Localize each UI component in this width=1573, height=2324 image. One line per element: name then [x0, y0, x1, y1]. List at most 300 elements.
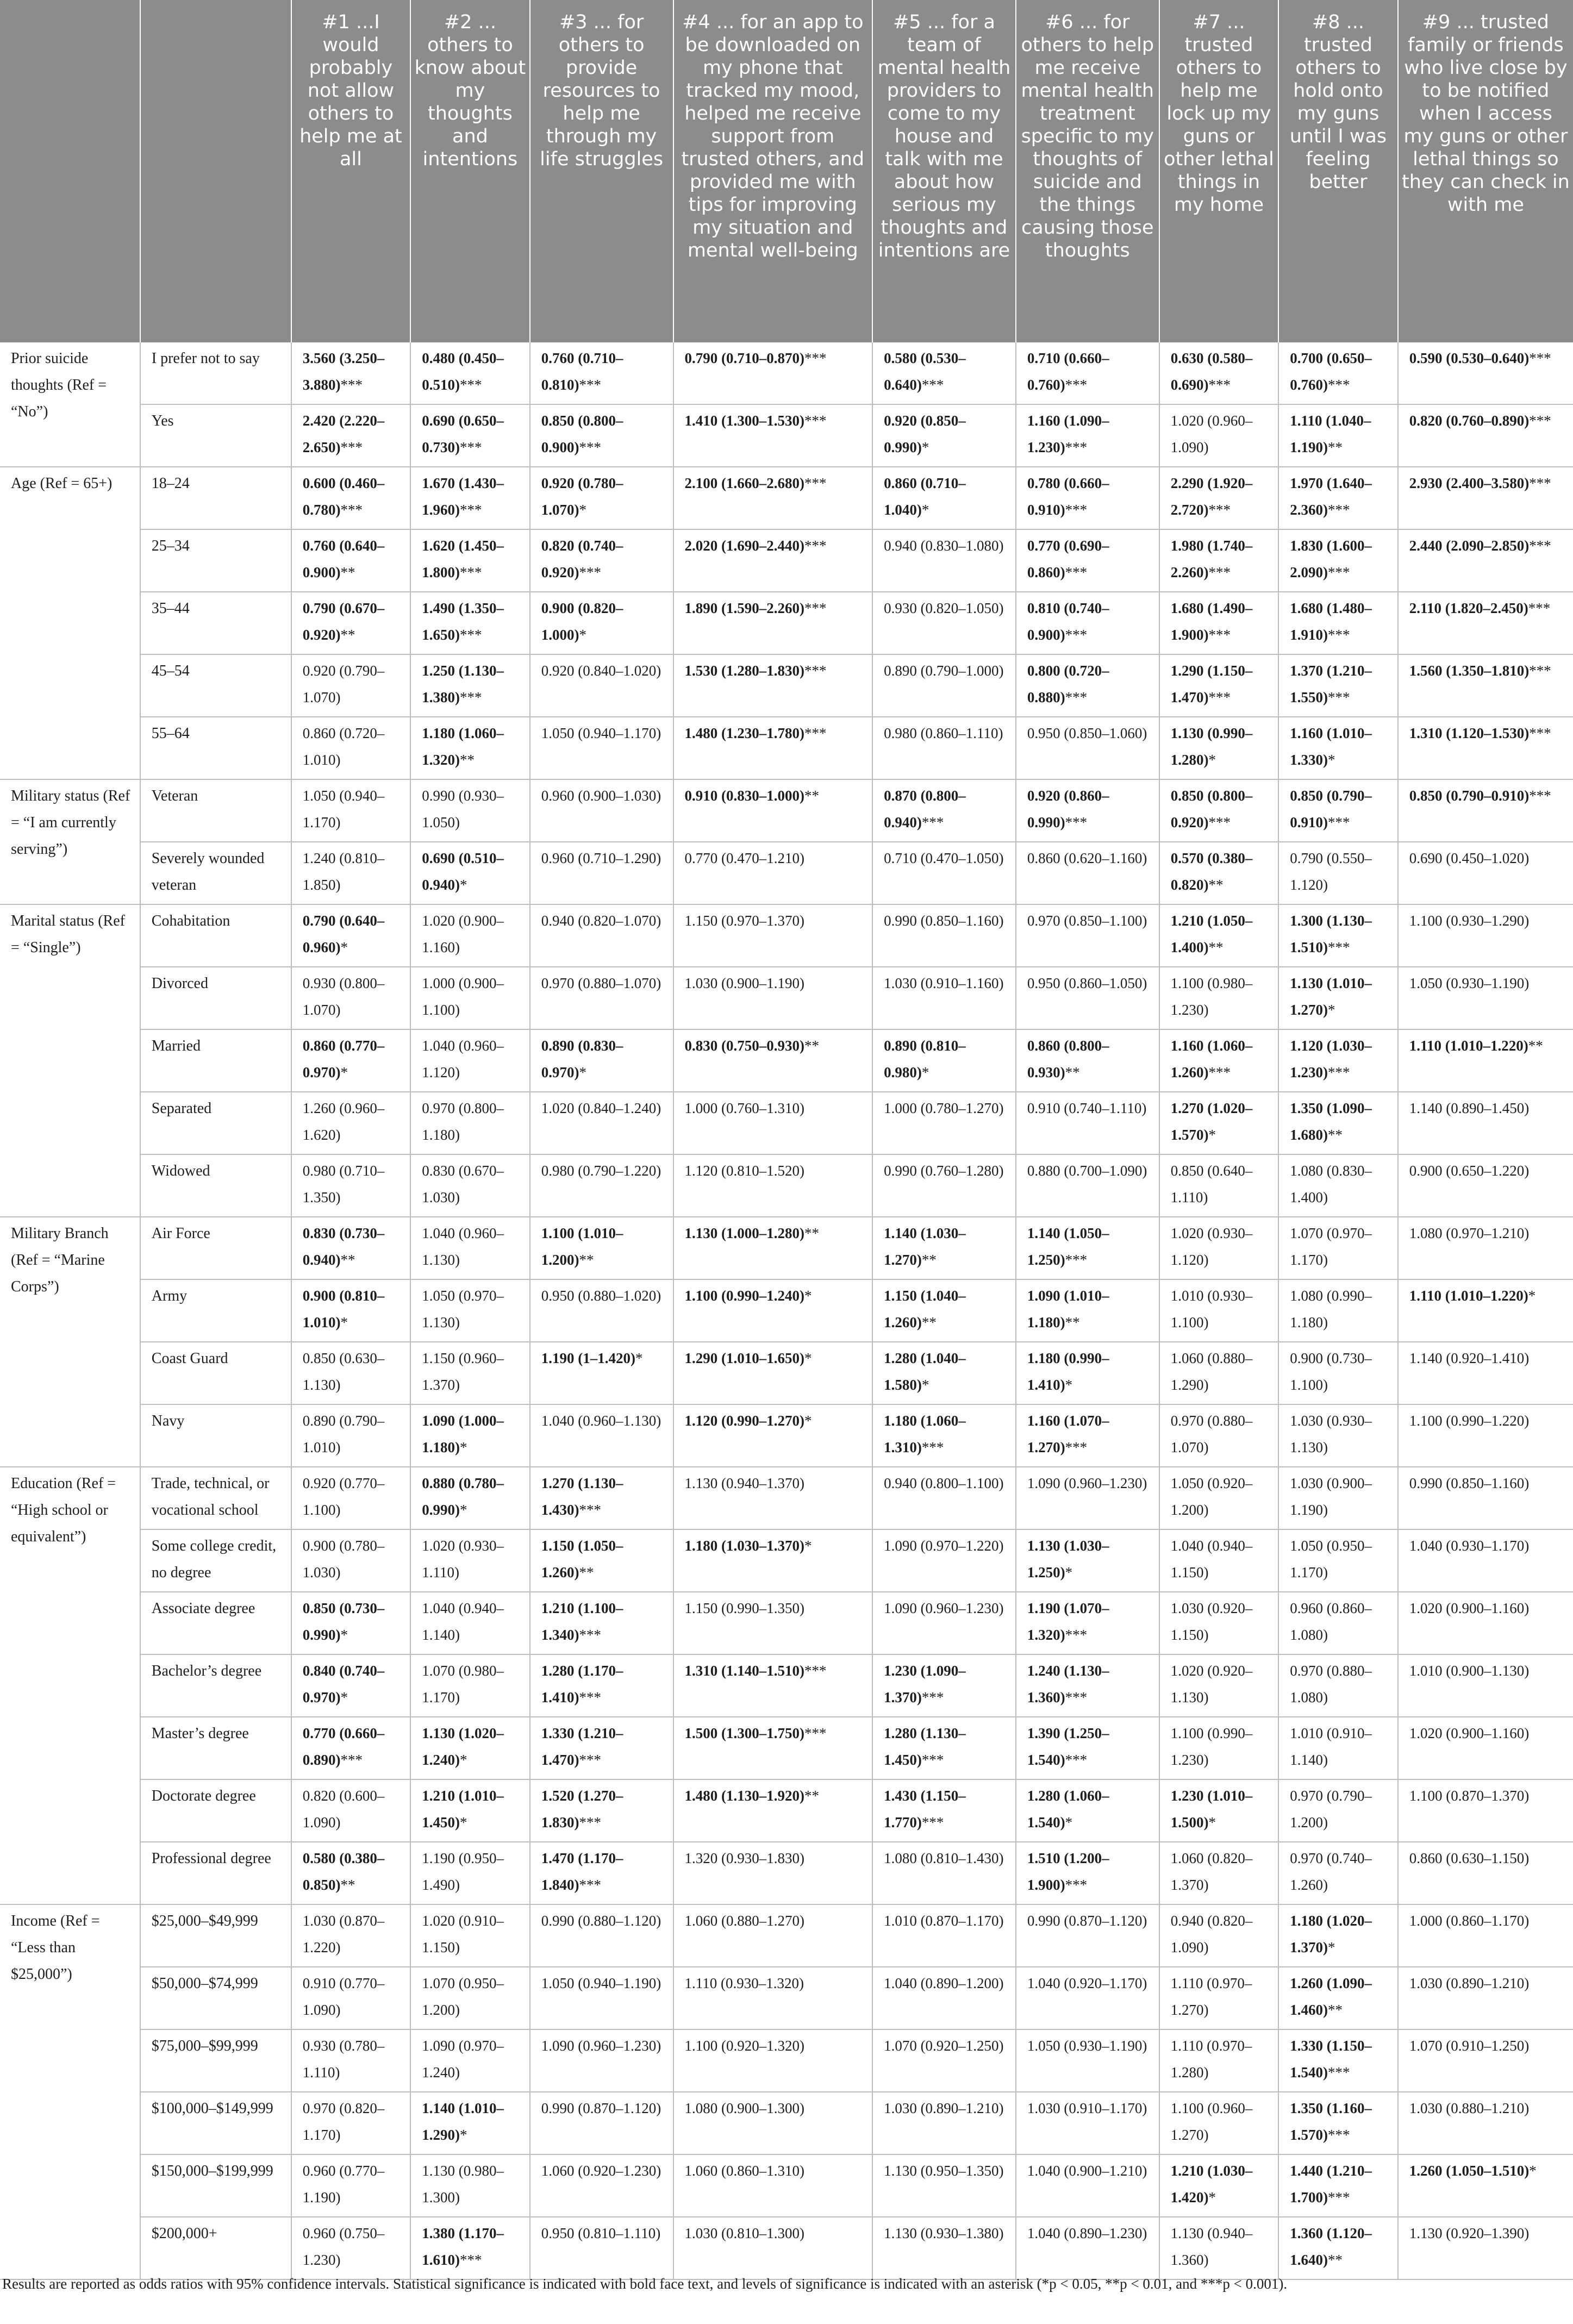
odds-ratio-value: 0.970 (0.740–1.260): [1290, 1850, 1372, 1893]
odds-ratio-value: 1.260 (1.050–1.510): [1409, 2163, 1530, 2179]
significance-marker: *: [1208, 2189, 1216, 2206]
significance-marker: ***: [1327, 564, 1350, 580]
level-label: $200,000+: [140, 2217, 291, 2279]
odds-ratio-value: 0.860 (0.720–1.010): [302, 725, 385, 768]
odds-ratio-cell: [410, 1029, 530, 1092]
significance-marker: *: [340, 1689, 348, 1705]
odds-ratio-cell: [291, 1654, 411, 1717]
odds-ratio-value: 1.120 (0.810–1.520): [684, 1163, 805, 1179]
odds-ratio-value: 1.280 (1.040–1.580): [884, 1350, 966, 1393]
significance-marker: ***: [804, 1663, 827, 1679]
odds-ratio-cell: [291, 654, 411, 717]
odds-ratio-value: 0.990 (0.870–1.120): [541, 2100, 661, 2116]
odds-ratio-value: 1.120 (1.030–1.230): [1290, 1038, 1372, 1080]
odds-ratio-value: 1.530 (1.280–1.830): [684, 663, 805, 679]
odds-ratio-value: 1.080 (0.990–1.180): [1290, 1288, 1372, 1330]
significance-marker: ***: [1065, 1877, 1088, 1893]
odds-ratio-value: 1.970 (1.640–2.360): [1290, 475, 1372, 518]
odds-ratio-value: 1.040 (0.890–1.230): [1027, 2225, 1147, 2241]
odds-ratio-cell: [291, 2092, 411, 2154]
odds-ratio-value: 0.810 (0.740–0.900): [1027, 600, 1109, 643]
odds-ratio-value: 1.000 (0.860–1.170): [1409, 1913, 1530, 1929]
odds-ratio-value: 1.090 (0.960–1.230): [541, 2038, 661, 2054]
significance-marker: *: [1327, 1002, 1335, 1018]
odds-ratio-value: 0.580 (0.380–0.850): [302, 1850, 385, 1893]
odds-ratio-cell: [530, 1529, 673, 1592]
odds-ratio-cell: [291, 404, 411, 467]
significance-marker: ***: [921, 1814, 944, 1831]
odds-ratio-cell: [1278, 342, 1398, 404]
odds-ratio-value: 1.150 (0.960–1.370): [422, 1350, 504, 1393]
odds-ratio-value: 1.040 (0.940–1.150): [1170, 1538, 1253, 1580]
odds-ratio-value: 1.210 (1.100–1.340): [541, 1600, 623, 1643]
odds-ratio-cell: [872, 1904, 1016, 1967]
odds-ratio-value: 1.070 (0.970–1.170): [1290, 1225, 1372, 1268]
significance-marker: *: [921, 502, 929, 518]
odds-ratio-cell: [673, 1217, 873, 1279]
level-label: Some college credit, no degree: [140, 1529, 291, 1592]
table-header-row: [0, 0, 1573, 342]
odds-ratio-cell: [1159, 1717, 1279, 1779]
odds-ratio-cell: [673, 1029, 873, 1092]
odds-ratio-cell: [291, 967, 411, 1029]
column-header: #1 ...I would probably not allow others to help me at all: [291, 0, 411, 342]
significance-marker: **: [1327, 2252, 1343, 2268]
significance-marker: ***: [459, 377, 482, 393]
odds-ratio-value: 0.830 (0.670–1.030): [422, 1163, 504, 1205]
odds-ratio-value: 1.890 (1.590–2.260): [684, 600, 805, 616]
table-row: [0, 467, 1573, 529]
significance-marker: ***: [1327, 2064, 1350, 2081]
table-row: [0, 2029, 1573, 2092]
odds-ratio-value: 0.930 (0.780–1.110): [302, 2038, 385, 2081]
significance-marker: ***: [1327, 939, 1350, 955]
level-label: Veteran: [140, 779, 291, 842]
odds-ratio-cell: [291, 1092, 411, 1154]
significance-marker: ***: [921, 814, 944, 830]
odds-ratio-value: 0.900 (0.780–1.030): [302, 1538, 385, 1580]
significance-marker: *: [459, 1502, 467, 1518]
odds-ratio-value: 0.910 (0.740–1.110): [1027, 1100, 1147, 1116]
odds-ratio-value: 1.110 (1.040–1.190): [1290, 413, 1371, 455]
significance-marker: **: [340, 1877, 355, 1893]
significance-marker: ***: [1065, 689, 1088, 705]
odds-ratio-value: 1.030 (0.930–1.130): [1290, 1413, 1372, 1455]
odds-ratio-cell: [410, 2217, 530, 2279]
odds-ratio-value: 0.980 (0.860–1.110): [884, 725, 1003, 741]
odds-ratio-value: 1.060 (0.920–1.230): [541, 2163, 661, 2179]
odds-ratio-cell: [1398, 1779, 1573, 1842]
odds-ratio-value: 0.850 (0.800–0.900): [541, 413, 623, 455]
significance-marker: *: [1065, 1564, 1073, 1580]
odds-ratio-cell: [1278, 1467, 1398, 1529]
odds-ratio-value: 0.830 (0.730–0.940): [302, 1225, 385, 1268]
table-row: [0, 592, 1573, 654]
level-label: $50,000–$74,999: [140, 1967, 291, 2029]
odds-ratio-value: 1.180 (1.060–1.310): [884, 1413, 966, 1455]
odds-ratio-value: 1.020 (0.900–1.160): [1409, 1725, 1530, 1741]
odds-ratio-cell: [410, 404, 530, 467]
odds-ratio-cell: [872, 904, 1016, 967]
odds-ratio-cell: [530, 1904, 673, 1967]
significance-marker: *: [1208, 1814, 1216, 1831]
significance-marker: ***: [1208, 502, 1231, 518]
odds-ratio-value: 0.850 (0.730–0.990): [302, 1600, 385, 1643]
odds-ratio-cell: [1278, 592, 1398, 654]
odds-ratio-value: 0.850 (0.630–1.130): [302, 1350, 385, 1393]
odds-ratio-cell: [1398, 404, 1573, 467]
significance-marker: ***: [579, 1627, 601, 1643]
odds-ratio-value: 1.030 (0.910–1.160): [884, 975, 1004, 991]
column-header: #2 ... others to know about my thoughts and intentions: [410, 0, 530, 342]
significance-marker: ***: [1065, 1752, 1088, 1768]
odds-ratio-cell: [872, 342, 1016, 404]
odds-ratio-value: 1.090 (0.970–1.240): [422, 2038, 504, 2081]
odds-ratio-cell: [1159, 2092, 1279, 2154]
odds-ratio-value: 1.070 (0.920–1.250): [884, 2038, 1004, 2054]
odds-ratio-value: 1.410 (1.300–1.530): [684, 413, 805, 429]
odds-ratio-value: 1.090 (0.960–1.230): [1027, 1475, 1147, 1491]
odds-ratio-value: 0.860 (0.800–0.930): [1027, 1038, 1109, 1080]
significance-marker: *: [804, 1413, 812, 1429]
significance-marker: ***: [1065, 564, 1088, 580]
odds-ratio-cell: [530, 1842, 673, 1904]
odds-ratio-value: 1.040 (0.890–1.200): [884, 1975, 1004, 1991]
odds-ratio-cell: [291, 1779, 411, 1842]
odds-ratio-value: 2.020 (1.690–2.440): [684, 538, 805, 554]
odds-ratio-value: 2.440 (2.090–2.850): [1409, 538, 1530, 554]
odds-ratio-cell: [530, 717, 673, 779]
significance-marker: ***: [1529, 663, 1551, 679]
odds-ratio-value: 0.920 (0.780–1.070): [541, 475, 623, 518]
odds-ratio-value: 1.280 (1.170–1.410): [541, 1663, 623, 1705]
level-label: Navy: [140, 1404, 291, 1467]
odds-ratio-cell: [1278, 1592, 1398, 1654]
odds-ratio-value: 0.830 (0.750–0.930): [684, 1038, 805, 1054]
table-row: [0, 842, 1573, 904]
table-row: [0, 404, 1573, 467]
odds-ratio-value: 0.960 (0.710–1.290): [541, 850, 661, 866]
significance-marker: ***: [459, 439, 482, 455]
significance-marker: *: [804, 1538, 812, 1554]
odds-ratio-cell: [1016, 904, 1159, 967]
odds-ratio-cell: [872, 1092, 1016, 1154]
odds-ratio-value: 0.970 (0.880–1.080): [1290, 1663, 1372, 1705]
odds-ratio-cell: [1159, 1029, 1279, 1092]
odds-ratio-value: 1.040 (0.960–1.120): [422, 1038, 504, 1080]
table-row: [0, 342, 1573, 404]
table-row: [0, 717, 1573, 779]
significance-marker: ***: [459, 627, 482, 643]
odds-ratio-value: 2.930 (2.400–3.580): [1409, 475, 1530, 491]
odds-ratio-value: 1.310 (1.120–1.530): [1409, 725, 1530, 741]
significance-marker: ***: [1327, 2127, 1350, 2143]
odds-ratio-value: 1.360 (1.120–1.640): [1290, 2225, 1372, 2268]
odds-ratio-cell: [410, 967, 530, 1029]
odds-ratio-value: 1.210 (1.010–1.450): [422, 1788, 504, 1831]
odds-ratio-value: 0.980 (0.710–1.350): [302, 1163, 385, 1205]
significance-marker: **: [1208, 939, 1224, 955]
significance-marker: *: [459, 1752, 467, 1768]
odds-ratio-cell: [872, 1029, 1016, 1092]
table-row: [0, 1342, 1573, 1404]
odds-ratio-value: 1.080 (0.810–1.430): [884, 1850, 1004, 1866]
significance-marker: ***: [1529, 413, 1551, 429]
odds-ratio-value: 1.230 (1.010–1.500): [1170, 1788, 1253, 1831]
odds-ratio-cell: [410, 1717, 530, 1779]
odds-ratio-cell: [673, 592, 873, 654]
significance-marker: ***: [1065, 1689, 1088, 1705]
odds-ratio-cell: [1159, 1279, 1279, 1342]
odds-ratio-value: 1.090 (0.960–1.230): [884, 1600, 1004, 1616]
odds-ratio-cell: [530, 1654, 673, 1717]
odds-ratio-cell: [530, 342, 673, 404]
odds-ratio-value: 1.130 (1.030–1.250): [1027, 1538, 1109, 1580]
significance-marker: **: [921, 1314, 937, 1330]
odds-ratio-value: 1.040 (0.900–1.210): [1027, 2163, 1147, 2179]
odds-ratio-cell: [410, 1529, 530, 1592]
significance-marker: ***: [921, 377, 944, 393]
variable-label: Education (Ref = “High school or equivalent”): [0, 1467, 140, 1904]
odds-ratio-value: 0.850 (0.800–0.920): [1170, 788, 1253, 830]
level-label: 45–54: [140, 654, 291, 717]
odds-ratio-cell: [530, 1029, 673, 1092]
odds-ratio-value: 0.790 (0.640–0.960): [302, 913, 385, 955]
odds-ratio-value: 0.970 (0.820–1.170): [302, 2100, 385, 2143]
level-label: Divorced: [140, 967, 291, 1029]
odds-ratio-cell: [1278, 2217, 1398, 2279]
odds-ratio-cell: [530, 1592, 673, 1654]
odds-ratio-cell: [872, 1529, 1016, 1592]
odds-ratio-value: 0.970 (0.850–1.100): [1027, 913, 1147, 929]
odds-ratio-cell: [1159, 1467, 1279, 1529]
significance-marker: ***: [1327, 1064, 1350, 1080]
odds-ratio-value: 0.940 (0.820–1.070): [541, 913, 661, 929]
odds-ratio-cell: [673, 1967, 873, 2029]
odds-ratio-value: 0.840 (0.740–0.970): [302, 1663, 385, 1705]
odds-ratio-value: 0.910 (0.770–1.090): [302, 1975, 385, 2018]
significance-marker: ***: [804, 725, 827, 741]
odds-ratio-cell: [1278, 1529, 1398, 1592]
odds-ratio-cell: [1278, 904, 1398, 967]
odds-ratio-value: 1.090 (1.010–1.180): [1027, 1288, 1109, 1330]
odds-ratio-cell: [1159, 654, 1279, 717]
column-header: #7 ... trusted others to help me lock up my guns or other lethal things in my home: [1159, 0, 1279, 342]
odds-ratio-value: 1.350 (1.160–1.570): [1290, 2100, 1372, 2143]
odds-ratio-value: 0.850 (0.640–1.110): [1170, 1163, 1253, 1205]
odds-ratio-value: 1.100 (0.870–1.370): [1409, 1788, 1530, 1804]
odds-ratio-cell: [1016, 2154, 1159, 2217]
odds-ratio-cell: [1159, 2029, 1279, 2092]
level-label: 55–64: [140, 717, 291, 779]
odds-ratio-cell: [872, 1467, 1016, 1529]
odds-ratio-value: 0.920 (0.840–1.020): [541, 663, 661, 679]
significance-marker: *: [459, 2127, 467, 2143]
odds-ratio-value: 1.130 (0.980–1.300): [422, 2163, 504, 2206]
significance-marker: ***: [921, 1689, 944, 1705]
significance-marker: ***: [1528, 600, 1551, 616]
table-row: [0, 529, 1573, 592]
odds-ratio-value: 0.690 (0.650–0.730): [422, 413, 504, 455]
significance-marker: *: [921, 1064, 929, 1080]
odds-ratio-cell: [872, 1154, 1016, 1217]
significance-marker: ***: [1208, 627, 1231, 643]
odds-ratio-cell: [872, 467, 1016, 529]
odds-ratio-cell: [1016, 1217, 1159, 1279]
column-header: #5 ... for a team of mental health providers to come to my house and talk with me about how serious my thoughts and intentions are: [872, 0, 1016, 342]
odds-ratio-cell: [1159, 967, 1279, 1029]
odds-ratio-cell: [1159, 1779, 1279, 1842]
odds-ratio-cell: [530, 467, 673, 529]
odds-ratio-value: 1.140 (0.920–1.410): [1409, 1350, 1530, 1366]
level-label: Doctorate degree: [140, 1779, 291, 1842]
odds-ratio-value: 1.030 (0.890–1.210): [1409, 1975, 1530, 1991]
odds-ratio-value: 1.280 (1.060–1.540): [1027, 1788, 1109, 1831]
variable-label: Marital status (Ref = “Single”): [0, 904, 140, 1217]
odds-ratio-cell: [410, 1592, 530, 1654]
column-header: #8 ... trusted others to hold onto my guns until I was feeling better: [1278, 0, 1398, 342]
odds-ratio-cell: [1159, 1092, 1279, 1154]
odds-ratio-cell: [1159, 1654, 1279, 1717]
odds-ratio-cell: [1398, 842, 1573, 904]
odds-ratio-value: 1.100 (0.960–1.270): [1170, 2100, 1253, 2143]
significance-marker: ***: [579, 1752, 601, 1768]
odds-ratio-cell: [1159, 1967, 1279, 2029]
significance-marker: ***: [340, 502, 363, 518]
odds-ratio-value: 1.190 (1.070–1.320): [1027, 1600, 1109, 1643]
odds-ratio-cell: [1398, 1967, 1573, 2029]
odds-ratio-cell: [1159, 904, 1279, 967]
odds-ratio-value: 1.180 (1.030–1.370): [684, 1538, 805, 1554]
odds-ratio-value: 0.710 (0.470–1.050): [884, 850, 1004, 866]
table-row: [0, 1529, 1573, 1592]
odds-ratio-value: 0.990 (0.760–1.280): [884, 1163, 1004, 1179]
odds-ratio-cell: [872, 592, 1016, 654]
odds-ratio-cell: [530, 1279, 673, 1342]
odds-ratio-value: 1.180 (1.060–1.320): [422, 725, 504, 768]
odds-ratio-cell: [872, 1967, 1016, 2029]
odds-ratio-value: 1.350 (1.090–1.680): [1290, 1100, 1372, 1143]
odds-ratio-cell: [1398, 779, 1573, 842]
significance-marker: ***: [1327, 502, 1350, 518]
odds-ratio-value: 1.330 (1.210–1.470): [541, 1725, 623, 1768]
odds-ratio-value: 1.020 (0.910–1.150): [422, 1913, 504, 1956]
odds-ratio-value: 0.960 (0.900–1.030): [541, 788, 661, 804]
significance-marker: **: [1528, 1038, 1543, 1054]
odds-ratio-value: 0.920 (0.850–0.990): [884, 413, 966, 455]
level-label: $150,000–$199,999: [140, 2154, 291, 2217]
odds-ratio-cell: [673, 1592, 873, 1654]
odds-ratio-value: 1.050 (0.940–1.170): [541, 725, 661, 741]
odds-ratio-value: 1.130 (1.020–1.240): [422, 1725, 504, 1768]
odds-ratio-value: 1.500 (1.300–1.750): [684, 1725, 805, 1741]
odds-ratio-cell: [291, 779, 411, 842]
odds-ratio-value: 2.100 (1.660–2.680): [684, 475, 805, 491]
significance-marker: *: [340, 1314, 348, 1330]
odds-ratio-value: 1.320 (0.930–1.830): [684, 1850, 805, 1866]
odds-ratio-value: 1.210 (1.050–1.400): [1170, 913, 1253, 955]
odds-ratio-cell: [673, 1092, 873, 1154]
significance-marker: **: [804, 1225, 820, 1241]
odds-ratio-cell: [673, 1154, 873, 1217]
odds-ratio-cell: [410, 2092, 530, 2154]
odds-ratio-cell: [1278, 1279, 1398, 1342]
odds-ratio-cell: [410, 592, 530, 654]
odds-ratio-cell: [872, 1592, 1016, 1654]
odds-ratio-cell: [1398, 529, 1573, 592]
odds-ratio-value: 1.290 (1.010–1.650): [684, 1350, 805, 1366]
odds-ratio-cell: [1016, 1342, 1159, 1404]
odds-ratio-value: 0.950 (0.860–1.050): [1027, 975, 1147, 991]
odds-ratio-cell: [872, 779, 1016, 842]
odds-ratio-value: 0.940 (0.800–1.100): [884, 1475, 1004, 1491]
odds-ratio-cell: [872, 1842, 1016, 1904]
odds-ratio-cell: [291, 529, 411, 592]
odds-ratio-cell: [673, 1779, 873, 1842]
odds-ratio-value: 1.100 (1.010–1.200): [541, 1225, 623, 1268]
odds-ratio-value: 0.900 (0.730–1.100): [1290, 1350, 1372, 1393]
odds-ratio-cell: [1278, 1779, 1398, 1842]
significance-marker: *: [459, 1814, 467, 1831]
odds-ratio-value: 0.990 (0.850–1.160): [1409, 1475, 1530, 1491]
odds-ratio-value: 1.010 (0.900–1.130): [1409, 1663, 1530, 1679]
odds-ratio-cell: [291, 1967, 411, 2029]
significance-marker: ***: [1065, 627, 1088, 643]
table-row: [0, 779, 1573, 842]
odds-ratio-cell: [673, 1404, 873, 1467]
odds-ratio-value: 0.900 (0.650–1.220): [1409, 1163, 1530, 1179]
significance-marker: *: [804, 1350, 812, 1366]
odds-ratio-value: 1.050 (0.920–1.200): [1170, 1475, 1253, 1518]
odds-ratio-cell: [1278, 2029, 1398, 2092]
odds-ratio-value: 0.580 (0.530–0.640): [884, 350, 966, 393]
table-row: [0, 2154, 1573, 2217]
odds-ratio-cell: [673, 717, 873, 779]
odds-ratio-value: 1.560 (1.350–1.810): [1409, 663, 1530, 679]
odds-ratio-value: 1.030 (0.900–1.190): [1290, 1475, 1372, 1518]
odds-ratio-cell: [291, 2217, 411, 2279]
odds-ratio-value: 1.100 (0.990–1.220): [1409, 1413, 1530, 1429]
odds-ratio-value: 1.030 (0.910–1.170): [1027, 2100, 1147, 2116]
level-label: Associate degree: [140, 1592, 291, 1654]
odds-ratio-cell: [530, 2092, 673, 2154]
odds-ratio-value: 1.040 (0.930–1.170): [1409, 1538, 1530, 1554]
odds-ratio-cell: [1159, 529, 1279, 592]
odds-ratio-cell: [410, 1342, 530, 1404]
odds-ratio-cell: [1016, 1717, 1159, 1779]
significance-marker: **: [804, 788, 820, 804]
odds-ratio-cell: [1278, 1092, 1398, 1154]
odds-ratio-cell: [410, 1154, 530, 1217]
table-row: [0, 1279, 1573, 1342]
significance-marker: ***: [1208, 814, 1231, 830]
significance-marker: *: [579, 627, 586, 643]
odds-ratio-cell: [673, 529, 873, 592]
odds-ratio-cell: [530, 1092, 673, 1154]
significance-marker: **: [579, 1564, 594, 1580]
odds-ratio-value: 0.940 (0.830–1.080): [884, 538, 1004, 554]
table-row: [0, 1592, 1573, 1654]
odds-ratio-value: 1.070 (0.950–1.200): [422, 1975, 504, 2018]
significance-marker: ***: [804, 538, 827, 554]
odds-ratio-value: 1.160 (1.090–1.230): [1027, 413, 1109, 455]
table-row: [0, 2092, 1573, 2154]
level-label: $25,000–$49,999: [140, 1904, 291, 1967]
significance-marker: ***: [804, 350, 827, 366]
odds-ratio-cell: [1398, 592, 1573, 654]
odds-ratio-value: 1.680 (1.480–1.910): [1290, 600, 1372, 643]
significance-marker: **: [1065, 1064, 1080, 1080]
